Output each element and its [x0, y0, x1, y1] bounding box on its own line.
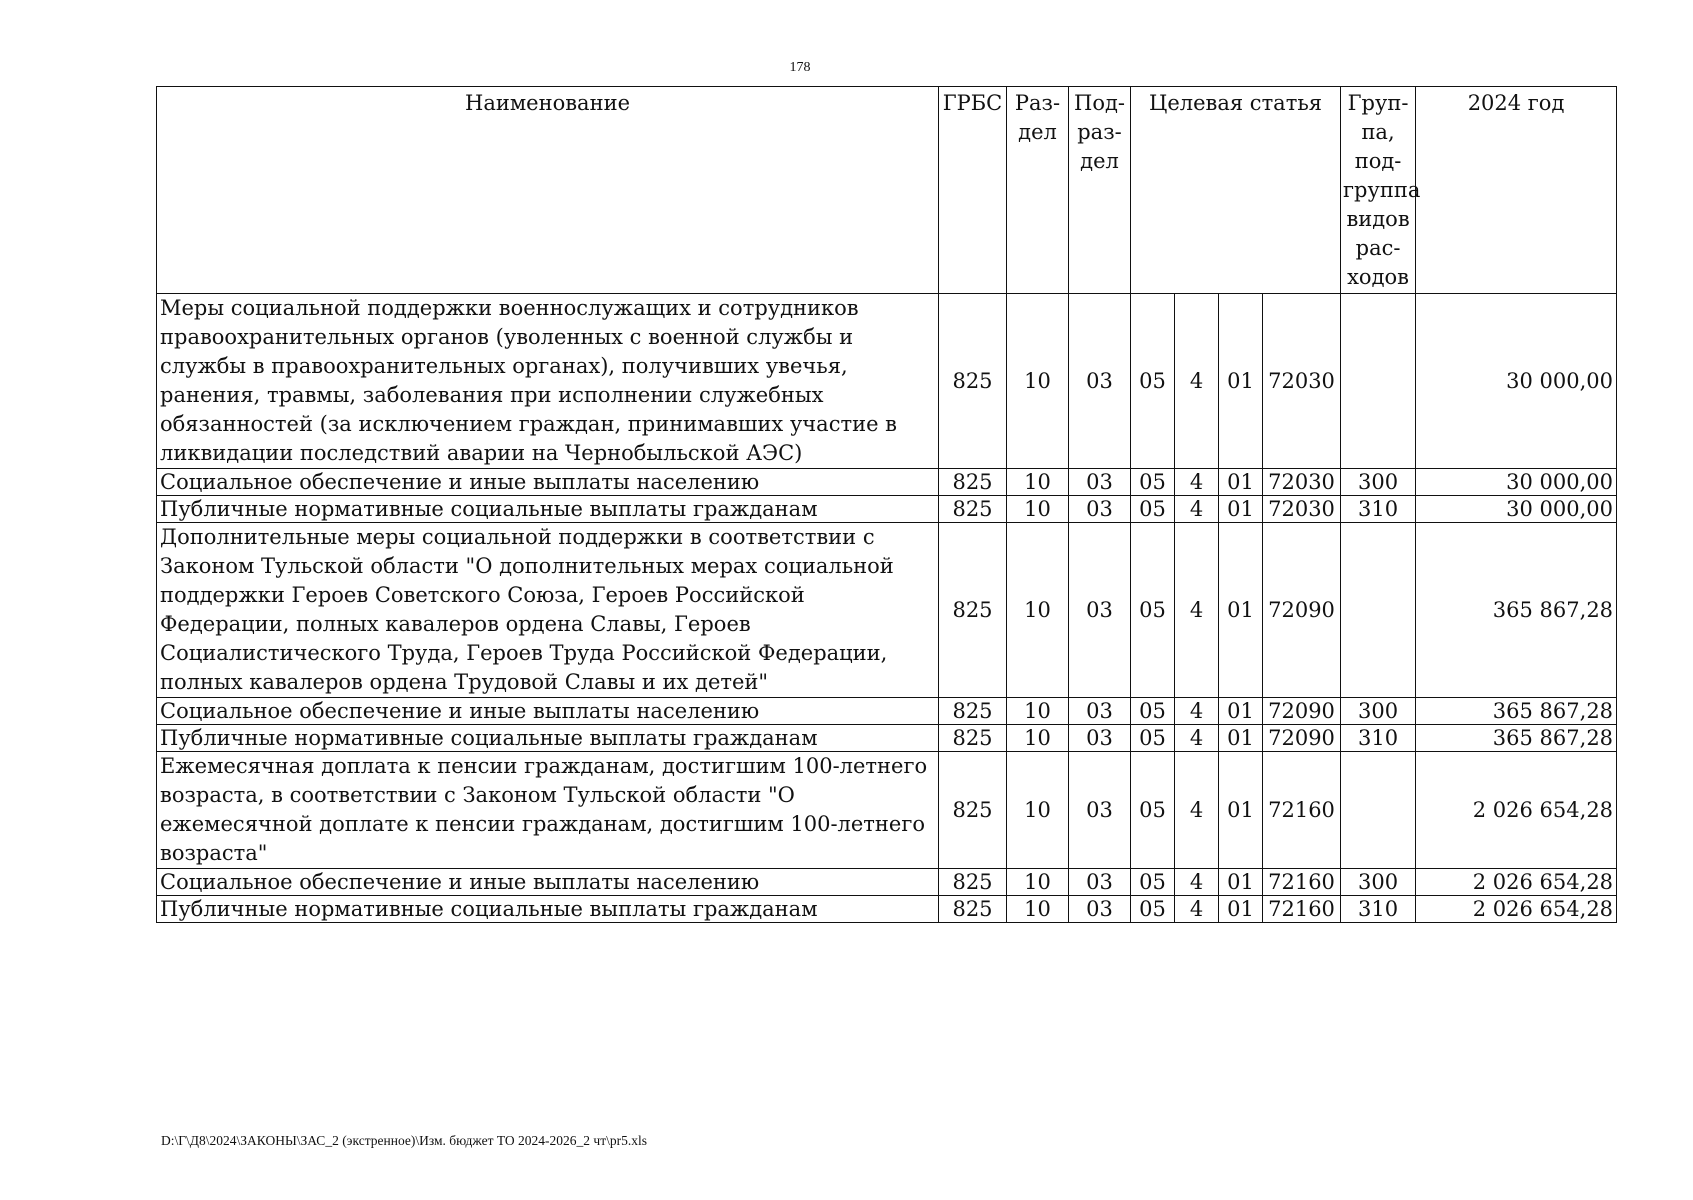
row-target-type-cell: 4: [1175, 869, 1219, 896]
table-row: [157, 496, 1617, 523]
row-razdel-cell: 10: [1007, 698, 1069, 725]
table-row: [157, 523, 1617, 698]
row-podrazdel-cell: 03: [1069, 896, 1131, 923]
row-grbs-cell: 825: [939, 294, 1007, 469]
row-razdel-cell: 10: [1007, 896, 1069, 923]
row-name-cell: Социальное обеспечение и иные выплаты населению: [157, 469, 939, 496]
row-razdel-cell: 10: [1007, 752, 1069, 869]
file-path-footer: D:\Г\Д8\2024\ЗАКОНЫ\ЗАС_2 (экстренное)\Изм. бюджет ТО 2024-2026_2 чт\pr5.xls: [161, 1133, 647, 1148]
row-target-subprogram-cell: 01: [1219, 469, 1263, 496]
row-expense-group-cell: 300: [1341, 469, 1416, 496]
row-name-cell: Социальное обеспечение и иные выплаты населению: [157, 698, 939, 725]
row-target-direction-cell: 72090: [1263, 523, 1341, 698]
table-row: [157, 294, 1617, 469]
row-grbs-cell: 825: [939, 752, 1007, 869]
header-name: Наименование: [157, 87, 939, 294]
row-target-subprogram-cell: 01: [1219, 698, 1263, 725]
row-target-subprogram-cell: 01: [1219, 896, 1263, 923]
row-target-subprogram-cell: 01: [1219, 725, 1263, 752]
row-target-direction-cell: 72160: [1263, 752, 1341, 869]
row-target-program-cell: 05: [1131, 469, 1175, 496]
table-row: [157, 869, 1617, 896]
budget-table: [156, 86, 1617, 923]
row-podrazdel-cell: 03: [1069, 869, 1131, 896]
table-row: [157, 725, 1617, 752]
table-row: [157, 469, 1617, 496]
row-name-cell: Меры социальной поддержки военнослужащих и сотрудников правоохранительных органов (уволенных с военной службы и службы в правоохранительных органах), получивших увечья, ранения, травмы, заболевания при исполнении служебных обязанностей (за исключением граждан, принимавших участие в ликвидации последствий аварии на Чернобыльской АЭС): [157, 294, 939, 469]
row-grbs-cell: 825: [939, 869, 1007, 896]
row-amount-cell: 2 026 654,28: [1416, 752, 1617, 869]
row-expense-group-cell: [1341, 752, 1416, 869]
header-grbs: ГРБС: [939, 87, 1007, 294]
row-target-direction-cell: 72090: [1263, 698, 1341, 725]
row-expense-group-cell: [1341, 294, 1416, 469]
row-razdel-cell: 10: [1007, 294, 1069, 469]
row-podrazdel-cell: 03: [1069, 294, 1131, 469]
row-podrazdel-cell: 03: [1069, 698, 1131, 725]
row-amount-cell: 365 867,28: [1416, 698, 1617, 725]
row-grbs-cell: 825: [939, 523, 1007, 698]
row-target-program-cell: 05: [1131, 725, 1175, 752]
row-target-direction-cell: 72030: [1263, 294, 1341, 469]
header-podrazdel: Под- раз- дел: [1069, 87, 1131, 294]
page-number: 178: [789, 60, 811, 75]
row-amount-cell: 30 000,00: [1416, 496, 1617, 523]
row-target-program-cell: 05: [1131, 523, 1175, 698]
row-name-cell: Ежемесячная доплата к пенсии гражданам, достигшим 100-летнего возраста, в соответствии с Законом Тульской области "О ежемесячной доплате к пенсии гражданам, достигшим 100-летнего возраста": [157, 752, 939, 869]
row-expense-group-cell: 310: [1341, 496, 1416, 523]
header-expense-group: Груп- па, под- группа видов рас- ходов: [1341, 87, 1416, 294]
row-target-subprogram-cell: 01: [1219, 523, 1263, 698]
row-amount-cell: 30 000,00: [1416, 469, 1617, 496]
row-target-program-cell: 05: [1131, 869, 1175, 896]
row-target-direction-cell: 72030: [1263, 469, 1341, 496]
row-name-cell: Публичные нормативные социальные выплаты гражданам: [157, 896, 939, 923]
row-name-cell: Публичные нормативные социальные выплаты гражданам: [157, 725, 939, 752]
header-row: [157, 87, 1617, 294]
table-row: [157, 698, 1617, 725]
row-expense-group-cell: 300: [1341, 698, 1416, 725]
row-grbs-cell: 825: [939, 496, 1007, 523]
row-grbs-cell: 825: [939, 469, 1007, 496]
row-target-subprogram-cell: 01: [1219, 752, 1263, 869]
row-podrazdel-cell: 03: [1069, 496, 1131, 523]
row-target-type-cell: 4: [1175, 752, 1219, 869]
table-row: [157, 752, 1617, 869]
row-target-type-cell: 4: [1175, 523, 1219, 698]
row-grbs-cell: 825: [939, 698, 1007, 725]
row-amount-cell: 30 000,00: [1416, 294, 1617, 469]
row-target-subprogram-cell: 01: [1219, 869, 1263, 896]
row-podrazdel-cell: 03: [1069, 752, 1131, 869]
row-razdel-cell: 10: [1007, 469, 1069, 496]
row-razdel-cell: 10: [1007, 869, 1069, 896]
row-name-cell: Публичные нормативные социальные выплаты гражданам: [157, 496, 939, 523]
row-target-direction-cell: 72160: [1263, 896, 1341, 923]
row-target-program-cell: 05: [1131, 896, 1175, 923]
header-target-article: Целевая статья: [1131, 87, 1341, 294]
row-expense-group-cell: [1341, 523, 1416, 698]
row-podrazdel-cell: 03: [1069, 469, 1131, 496]
row-expense-group-cell: 310: [1341, 725, 1416, 752]
row-target-type-cell: 4: [1175, 469, 1219, 496]
row-target-direction-cell: 72090: [1263, 725, 1341, 752]
row-name-cell: Социальное обеспечение и иные выплаты населению: [157, 869, 939, 896]
row-target-subprogram-cell: 01: [1219, 496, 1263, 523]
row-podrazdel-cell: 03: [1069, 725, 1131, 752]
row-amount-cell: 365 867,28: [1416, 725, 1617, 752]
table-row: [157, 896, 1617, 923]
row-name-cell: Дополнительные меры социальной поддержки в соответствии с Законом Тульской области "О дополнительных мерах социальной поддержки Героев Советского Союза, Героев Российской Федерации, полных кавалеров ордена Славы, Героев Социалистического Труда, Героев Труда Российской Федерации, полных кавалеров ордена Трудовой Славы и их детей": [157, 523, 939, 698]
row-target-program-cell: 05: [1131, 698, 1175, 725]
row-amount-cell: 2 026 654,28: [1416, 896, 1617, 923]
row-podrazdel-cell: 03: [1069, 523, 1131, 698]
row-razdel-cell: 10: [1007, 496, 1069, 523]
header-year-2024: 2024 год: [1416, 87, 1617, 294]
row-target-direction-cell: 72030: [1263, 496, 1341, 523]
row-target-type-cell: 4: [1175, 294, 1219, 469]
row-target-type-cell: 4: [1175, 896, 1219, 923]
row-target-direction-cell: 72160: [1263, 869, 1341, 896]
row-amount-cell: 2 026 654,28: [1416, 869, 1617, 896]
row-target-type-cell: 4: [1175, 698, 1219, 725]
row-amount-cell: 365 867,28: [1416, 523, 1617, 698]
row-target-subprogram-cell: 01: [1219, 294, 1263, 469]
row-target-type-cell: 4: [1175, 496, 1219, 523]
row-target-program-cell: 05: [1131, 496, 1175, 523]
row-razdel-cell: 10: [1007, 523, 1069, 698]
row-target-program-cell: 05: [1131, 752, 1175, 869]
row-grbs-cell: 825: [939, 725, 1007, 752]
row-razdel-cell: 10: [1007, 725, 1069, 752]
header-razdel: Раз- дел: [1007, 87, 1069, 294]
row-expense-group-cell: 310: [1341, 896, 1416, 923]
row-expense-group-cell: 300: [1341, 869, 1416, 896]
row-target-program-cell: 05: [1131, 294, 1175, 469]
row-grbs-cell: 825: [939, 896, 1007, 923]
row-target-type-cell: 4: [1175, 725, 1219, 752]
